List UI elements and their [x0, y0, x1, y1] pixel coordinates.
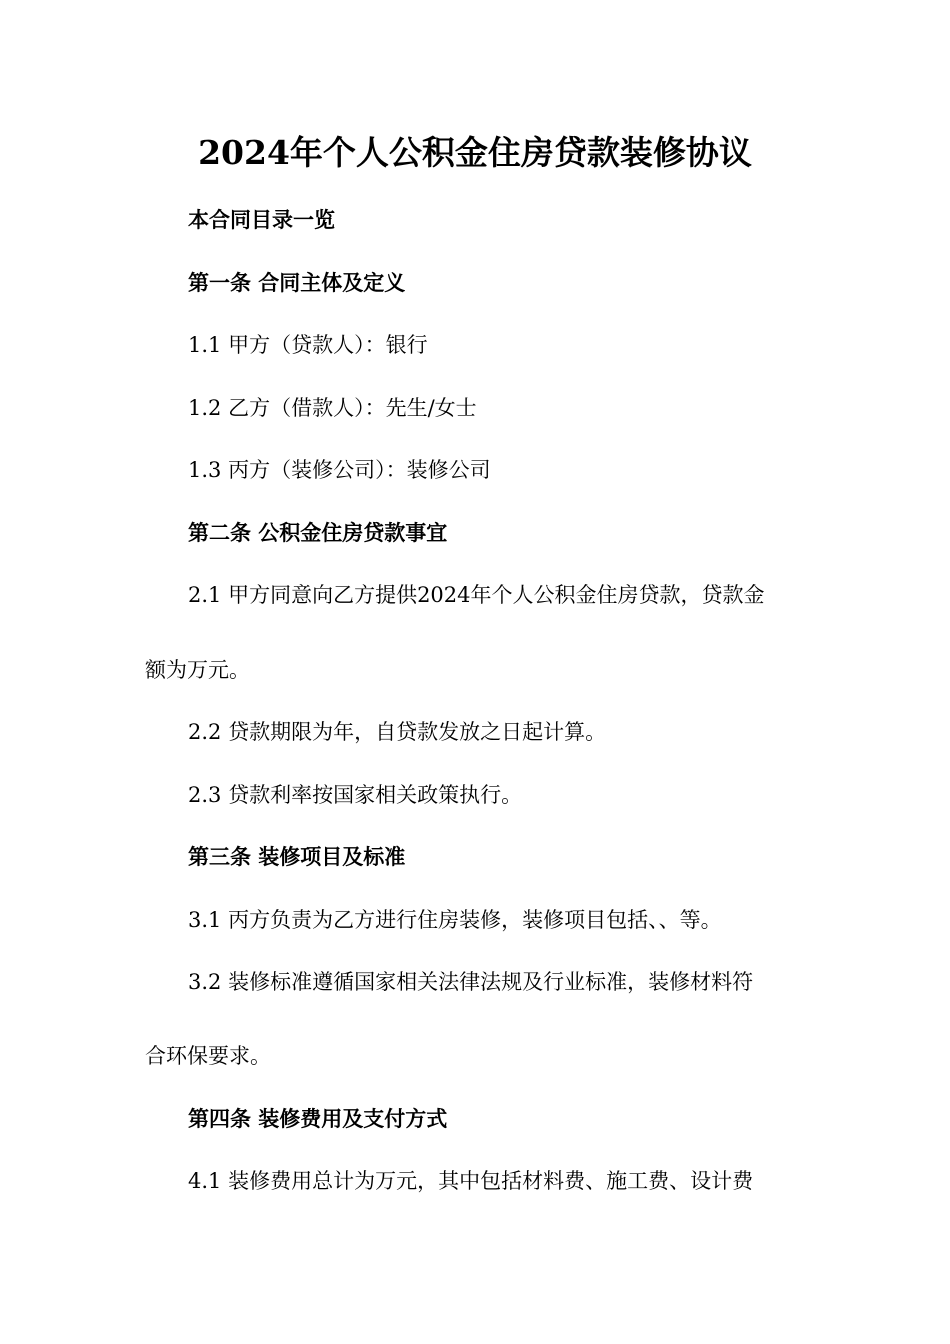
- article-2-heading: 第二条 公积金住房贷款事宜: [188, 520, 448, 545]
- clause-3-2-continued: 合环保要求。: [145, 1044, 271, 1068]
- clause-2-1: 2.1 甲方同意向乙方提供2024年个人公积金住房贷款，贷款金: [188, 583, 765, 607]
- article-1-heading: 第一条 合同主体及定义: [188, 270, 406, 295]
- clause-2-3: 2.3 贷款利率按国家相关政策执行。: [188, 783, 523, 807]
- clause-2-2: 2.2 贷款期限为年，自贷款发放之日起计算。: [188, 720, 607, 744]
- clause-3-2: 3.2 装修标准遵循国家相关法律法规及行业标准，装修材料符: [188, 970, 754, 994]
- clause-1-2: 1.2 乙方（借款人）：先生/女士: [188, 396, 477, 420]
- clause-1-3: 1.3 丙方（装修公司）：装修公司: [188, 458, 491, 482]
- article-3-heading: 第三条 装修项目及标准: [188, 844, 406, 869]
- document-title: 2024年个人公积金住房贷款装修协议: [198, 133, 752, 172]
- clause-4-1: 4.1 装修费用总计为万元，其中包括材料费、施工费、设计费: [188, 1169, 754, 1193]
- article-4-heading: 第四条 装修费用及支付方式: [188, 1106, 448, 1131]
- clause-1-1: 1.1 甲方（贷款人）：银行: [188, 333, 428, 357]
- clause-2-1-continued: 额为万元。: [145, 658, 250, 682]
- clause-3-1: 3.1 丙方负责为乙方进行住房装修，装修项目包括、、等。: [188, 908, 722, 932]
- toc-heading: 本合同目录一览: [188, 207, 335, 232]
